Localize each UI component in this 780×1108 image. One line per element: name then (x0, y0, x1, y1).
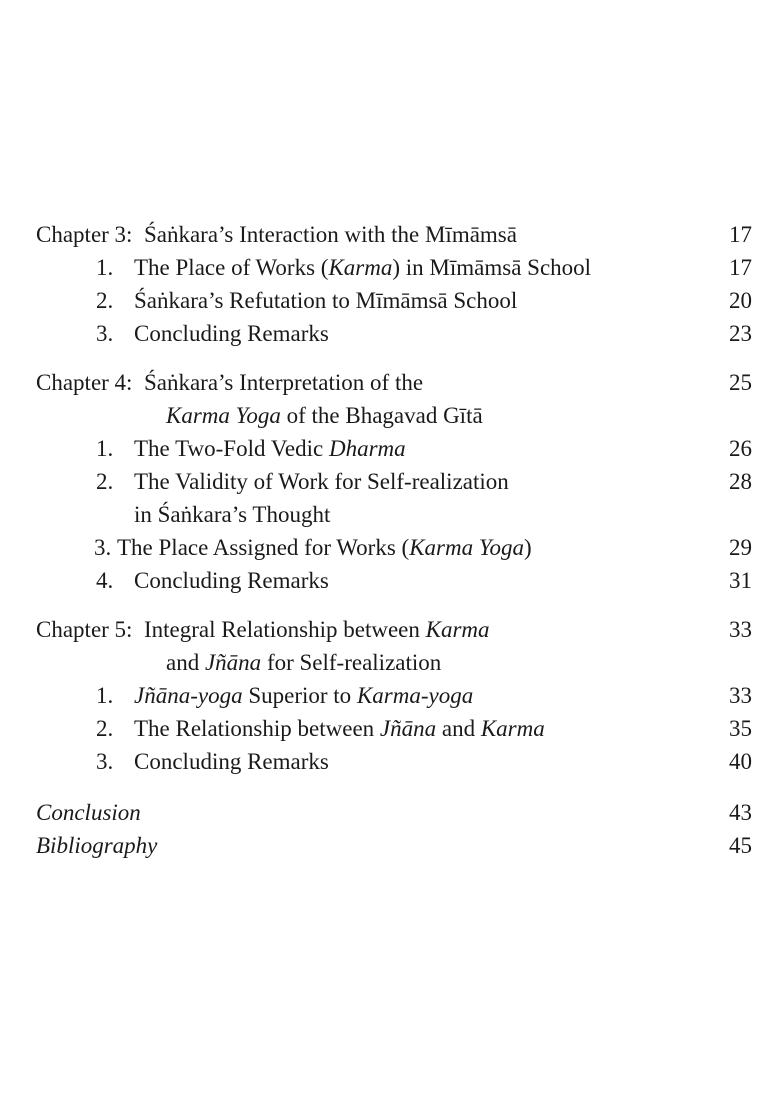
page-number: 23 (729, 321, 752, 346)
entry-text: and (436, 716, 481, 741)
toc-entry-5-3[interactable] (36, 745, 752, 778)
toc-entry-5-1[interactable] (36, 679, 752, 712)
chapter-title: Integral Relationship between (143, 617, 426, 642)
entry-text-italic: Karma (328, 255, 393, 280)
entry-number: 3. (96, 321, 114, 346)
toc-chapter-4-title-cont (36, 399, 752, 432)
toc-entry-4-2-cont (36, 498, 752, 531)
entry-number: 3. (94, 535, 112, 560)
toc-bibliography[interactable] (36, 829, 752, 862)
entry-text: The Place of Works ( (134, 255, 329, 280)
entry-text: Concluding Remarks (134, 568, 329, 593)
entry-number: 1. (96, 255, 114, 280)
entry-text: Superior to (242, 683, 357, 708)
page-number: 35 (729, 716, 752, 741)
entry-text: The Validity of Work for Self-realization (134, 469, 509, 494)
toc-entry-4-2[interactable] (36, 465, 752, 498)
entry-text: ) (524, 535, 532, 560)
toc-entry-5-2[interactable] (36, 712, 752, 745)
chapter-title-italic: Karma Yoga (166, 403, 281, 428)
toc-chapter-5-title-cont (36, 646, 752, 679)
page-number: 40 (729, 749, 752, 774)
entry-text-italic: Jñāna (379, 716, 437, 741)
entry-number: 2. (96, 716, 114, 741)
entry-text-italic: Karma-yoga (356, 683, 474, 708)
entry-text: The Place Assigned for Works ( (117, 535, 410, 560)
chapter-title: Śaṅkara’s Interaction with the Mīmāmsā (143, 222, 517, 247)
toc-conclusion[interactable] (36, 796, 752, 829)
toc-entry-3-1[interactable] (36, 251, 752, 284)
toc-chapter-3[interactable] (36, 218, 752, 251)
page-number: 26 (729, 436, 752, 461)
toc-entry-4-1[interactable] (36, 432, 752, 465)
page-number: 29 (729, 535, 752, 560)
toc-chapter-5[interactable] (36, 613, 752, 646)
entry-number: 1. (96, 683, 114, 708)
chapter-title: Śaṅkara’s Interpretation of the (143, 370, 424, 395)
entry-text: The Relationship between (134, 716, 380, 741)
entry-text: Concluding Remarks (134, 749, 329, 774)
page-number: 28 (729, 469, 752, 494)
section-title: Conclusion (36, 800, 141, 825)
spacer (36, 350, 752, 366)
toc-entry-4-3[interactable] (36, 531, 752, 564)
entry-text: Concluding Remarks (134, 321, 329, 346)
chapter-label: Chapter 5: (36, 617, 133, 642)
entry-text-italic: Karma Yoga (409, 535, 525, 560)
entry-text-italic: Karma (480, 716, 545, 741)
page-number: 25 (729, 370, 752, 395)
entry-text-cont: in Śaṅkara’s Thought (134, 502, 331, 527)
toc-entry-3-2[interactable] (36, 284, 752, 317)
entry-text-italic: Jñāna-yoga (134, 683, 243, 708)
entry-number: 1. (96, 436, 114, 461)
page-number: 17 (729, 222, 752, 247)
chapter-label: Chapter 4: (36, 370, 133, 395)
entry-text: The Two-Fold Vedic (134, 436, 329, 461)
entry-number: 4. (96, 568, 114, 593)
entry-text: Śaṅkara’s Refutation to Mīmāmsā School (134, 288, 518, 313)
chapter-title-italic: Jñāna (204, 650, 262, 675)
toc-entry-3-3[interactable] (36, 317, 752, 350)
table-of-contents (36, 218, 752, 862)
chapter-title-cont: of the Bhagavad Gītā (280, 403, 483, 428)
entry-text: ) in Mīmāmsā School (392, 255, 592, 280)
page-number: 20 (729, 288, 752, 313)
chapter-title-cont: and (166, 650, 205, 675)
page-number: 17 (729, 255, 752, 280)
chapter-title-italic: Karma (425, 617, 490, 642)
page-number: 43 (729, 800, 752, 825)
entry-text-italic: Dharma (328, 436, 406, 461)
entry-number: 3. (96, 749, 114, 774)
page-number: 45 (729, 833, 752, 858)
entry-number: 2. (96, 469, 114, 494)
page-number: 31 (729, 568, 752, 593)
spacer (36, 778, 752, 796)
page-number: 33 (729, 617, 752, 642)
chapter-label: Chapter 3: (36, 222, 133, 247)
chapter-title-cont: for Self-realization (261, 650, 442, 675)
entry-number: 2. (96, 288, 114, 313)
page-number: 33 (729, 683, 752, 708)
section-title: Bibliography (36, 833, 158, 858)
spacer (36, 597, 752, 613)
toc-entry-4-4[interactable] (36, 564, 752, 597)
toc-chapter-4[interactable] (36, 366, 752, 399)
